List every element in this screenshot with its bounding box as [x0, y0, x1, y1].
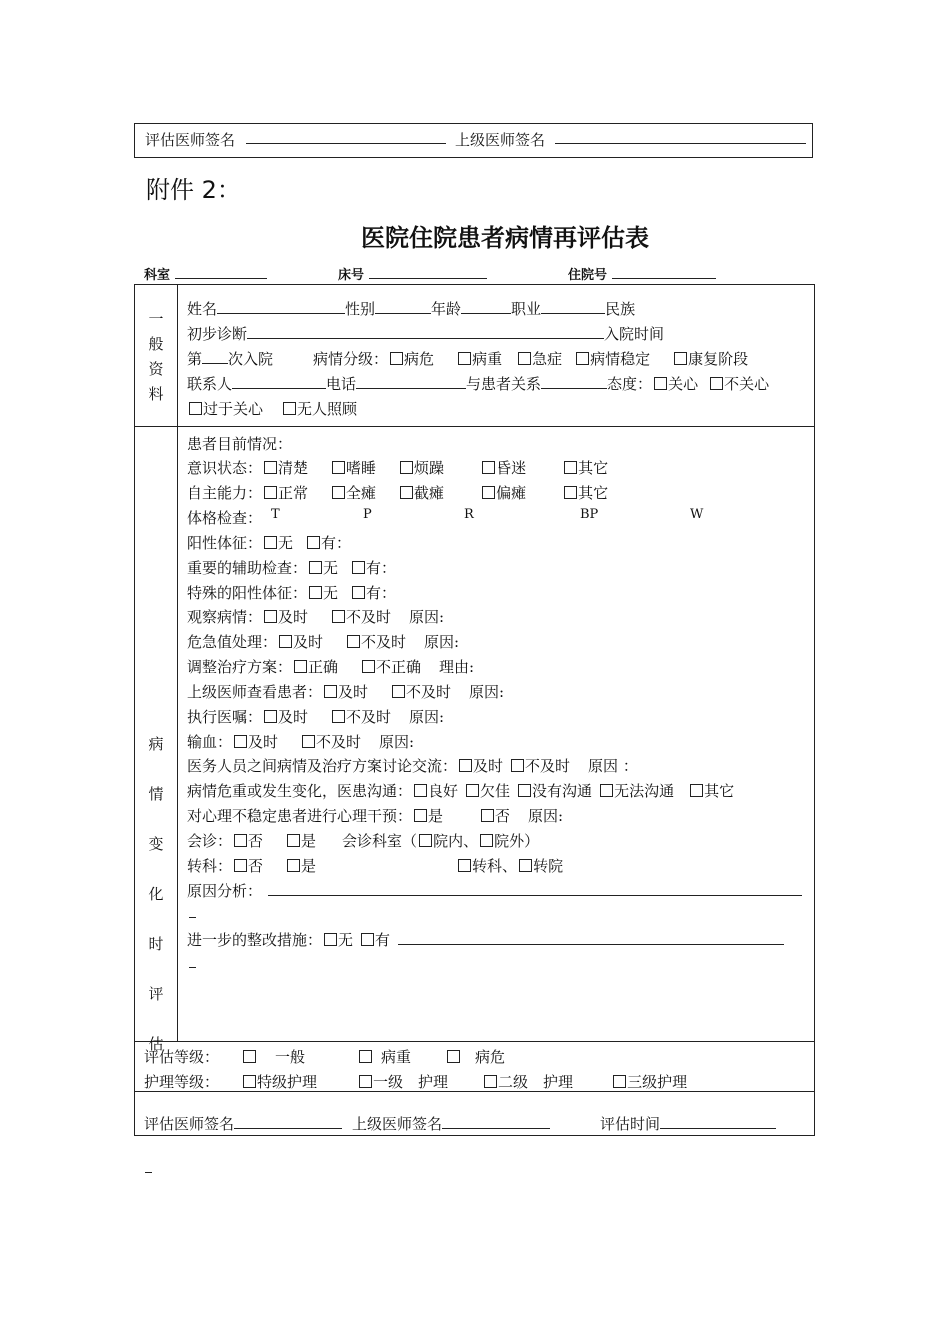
footer-signature-row: 评估医师签名 上级医师签名 评估时间 [144, 1113, 776, 1134]
checkbox[interactable] [264, 461, 277, 474]
attitude-overcaring-checkbox[interactable] [189, 402, 202, 415]
checkbox[interactable] [511, 759, 524, 772]
severity-acute-checkbox[interactable] [518, 352, 531, 365]
checkbox[interactable] [264, 486, 277, 499]
staff-discussion-row: 医务人员之间病情及治疗方案讨论交流： 及时 不及时 原因 ： [187, 757, 638, 775]
general-row-4: 联系人 电话 与患者关系 态度： 关心 不关心 [187, 375, 770, 393]
footer-time-field[interactable] [660, 1113, 776, 1129]
checkbox[interactable] [564, 461, 577, 474]
vital-p: P [363, 507, 372, 522]
superior-sign-label: 上级医师签名 [455, 131, 546, 149]
bed-label: 床号 [338, 264, 487, 283]
checkbox[interactable] [234, 735, 247, 748]
observe-row: 观察病情： 及时 不及时 原因: [187, 608, 445, 626]
transfer-row: 转科： 否 是 转科、 转院 [187, 857, 564, 875]
positive-signs-row: 阳性体征： 无 有： [187, 534, 352, 552]
checkbox[interactable] [564, 486, 577, 499]
general-row-2: 初步诊断 入院时间 [187, 325, 665, 343]
checkbox[interactable] [332, 710, 345, 723]
checkbox[interactable] [359, 1075, 372, 1088]
checkbox[interactable] [400, 486, 413, 499]
checkbox[interactable] [243, 1075, 256, 1088]
checkbox[interactable] [352, 586, 365, 599]
footer-evaluator-field[interactable] [234, 1113, 342, 1129]
autonomy-row: 自主能力： 正常 全瘫 截瘫 偏瘫 其它 [187, 484, 609, 502]
critical-value-row: 危急值处理： 及时 不及时 原因: [187, 633, 460, 651]
vital-bp: BP [580, 507, 599, 522]
severity-recovery-checkbox[interactable] [674, 352, 687, 365]
checkbox[interactable] [361, 933, 374, 946]
general-row-1: 姓名 性别 年龄 职业 民族 [187, 300, 636, 318]
row-divider [135, 1041, 814, 1042]
physical-exam-row: 体格检查： T P R BP W [187, 507, 704, 527]
severity-stable-checkbox[interactable] [576, 352, 589, 365]
checkbox[interactable] [332, 461, 345, 474]
row-divider [135, 426, 814, 427]
admission-no-field[interactable] [612, 265, 716, 279]
checkbox[interactable] [519, 859, 532, 872]
checkbox[interactable] [482, 461, 495, 474]
key-aux-row: 重要的辅助检查： 无 有： [187, 559, 397, 577]
communication-row: 病情危重或发生变化，医患沟通： 良好 欠佳 没有沟通 无法沟通 其它 [187, 782, 735, 800]
checkbox[interactable] [484, 1075, 497, 1088]
contact-field[interactable] [232, 373, 326, 389]
checkbox[interactable] [294, 660, 307, 673]
checkbox[interactable] [234, 834, 247, 847]
vital-t: T [271, 507, 280, 522]
checkbox[interactable] [234, 859, 247, 872]
adjust-plan-row: 调整治疗方案： 正确 不正确 理由: [187, 658, 475, 676]
consciousness-row: 意识状态： 清楚 嗜睡 烦躁 昏迷 其它 [187, 459, 609, 477]
nursing-grade-row: 护理等级： 特级护理 一级 护理 二级 护理 三级护理 [144, 1073, 688, 1091]
special-positive-row: 特殊的阳性体征： 无 有： [187, 584, 397, 602]
checkbox[interactable] [264, 710, 277, 723]
checkbox[interactable] [481, 809, 494, 822]
severity-serious-checkbox[interactable] [458, 352, 471, 365]
assessment-table [134, 284, 815, 1136]
relation-field[interactable] [541, 373, 607, 389]
consult-row: 会诊： 否 是 会诊科室（ 院内、 院外） [187, 832, 540, 850]
gender-field[interactable] [375, 298, 431, 314]
cause-analysis-field[interactable] [268, 880, 802, 896]
bed-field[interactable] [369, 265, 487, 279]
checkbox[interactable] [302, 735, 315, 748]
checkbox[interactable] [309, 561, 322, 574]
checkbox[interactable] [414, 809, 427, 822]
department-field[interactable] [175, 265, 267, 279]
superior-sign-field[interactable] [555, 128, 806, 144]
general-row-5: 过于关心 无人照顾 [187, 398, 357, 419]
checkbox[interactable] [324, 933, 337, 946]
admission-count-field[interactable] [202, 348, 228, 364]
psych-row: 对心理不稳定患者进行心理干预： 是 否 原因: [187, 807, 564, 825]
attitude-uncaring-checkbox[interactable] [710, 377, 723, 390]
occupation-field[interactable] [541, 298, 605, 314]
checkbox[interactable] [458, 859, 471, 872]
general-row-3: 第 次入院 病情分级： 病危 病重 急症 病情稳定 康复阶段 [187, 350, 749, 368]
checkbox[interactable] [482, 486, 495, 499]
superior-check-row: 上级医师查看患者： 及时 不及时 原因: [187, 683, 505, 701]
change-section-label: 病 情 变 化 时 评 估 [148, 735, 164, 1053]
dash-mark [189, 967, 196, 968]
checkbox[interactable] [600, 784, 613, 797]
top-signature-box [134, 123, 813, 158]
execute-orders-row: 执行医嘱： 及时 不及时 原因: [187, 708, 445, 726]
checkbox[interactable] [690, 784, 703, 797]
checkbox[interactable] [419, 834, 432, 847]
attitude-caring-checkbox[interactable] [654, 377, 667, 390]
dash-mark [189, 917, 196, 918]
eval-grade-row: 评估等级： 一般 病重 病危 [144, 1048, 506, 1066]
checkbox[interactable] [264, 610, 277, 623]
vital-r: R [464, 507, 474, 522]
evaluator-sign-field[interactable] [246, 128, 446, 144]
dash-mark [145, 1172, 152, 1173]
evaluator-sign-label: 评估医师签名 [145, 131, 236, 149]
checkbox[interactable] [287, 834, 300, 847]
age-field[interactable] [461, 298, 511, 314]
attachment-label: 附件 2： [146, 176, 241, 204]
general-section-label: 一 般 资 料 [148, 310, 164, 403]
checkbox[interactable] [362, 660, 375, 673]
diagnosis-field[interactable] [247, 323, 604, 339]
checkbox[interactable] [279, 635, 292, 648]
checkbox[interactable] [347, 635, 360, 648]
severity-critical-checkbox[interactable] [390, 352, 403, 365]
checkbox[interactable] [359, 1050, 372, 1063]
checkbox[interactable] [466, 784, 479, 797]
checkbox[interactable] [518, 784, 531, 797]
attitude-nobody-checkbox[interactable] [283, 402, 296, 415]
cause-analysis-row: 原因分析： [187, 880, 802, 901]
column-divider [177, 285, 178, 1042]
footer-superior-field[interactable] [442, 1113, 550, 1129]
checkbox[interactable] [287, 859, 300, 872]
checkbox[interactable] [309, 586, 322, 599]
checkbox[interactable] [613, 1075, 626, 1088]
checkbox[interactable] [332, 610, 345, 623]
name-field[interactable] [217, 298, 345, 314]
transfusion-row: 输血： 及时 不及时 原因: [187, 733, 415, 751]
department-label: 科室 [144, 264, 267, 283]
phone-field[interactable] [356, 373, 466, 389]
checkbox[interactable] [414, 784, 427, 797]
checkbox[interactable] [332, 486, 345, 499]
checkbox[interactable] [392, 685, 405, 698]
checkbox[interactable] [400, 461, 413, 474]
checkbox[interactable] [307, 536, 320, 549]
checkbox[interactable] [243, 1050, 256, 1063]
checkbox[interactable] [447, 1050, 460, 1063]
vital-w: W [690, 507, 704, 522]
improvement-row: 进一步的整改措施： 无 有 [187, 929, 784, 950]
checkbox[interactable] [264, 536, 277, 549]
checkbox[interactable] [324, 685, 337, 698]
admission-no-label: 住院号 [568, 264, 716, 283]
form-title: 医院住院患者病情再评估表 [361, 224, 649, 252]
checkbox[interactable] [352, 561, 365, 574]
current-status: 患者目前情况： [187, 435, 293, 453]
checkbox[interactable] [480, 834, 493, 847]
checkbox[interactable] [459, 759, 472, 772]
improvement-field[interactable] [398, 929, 784, 945]
